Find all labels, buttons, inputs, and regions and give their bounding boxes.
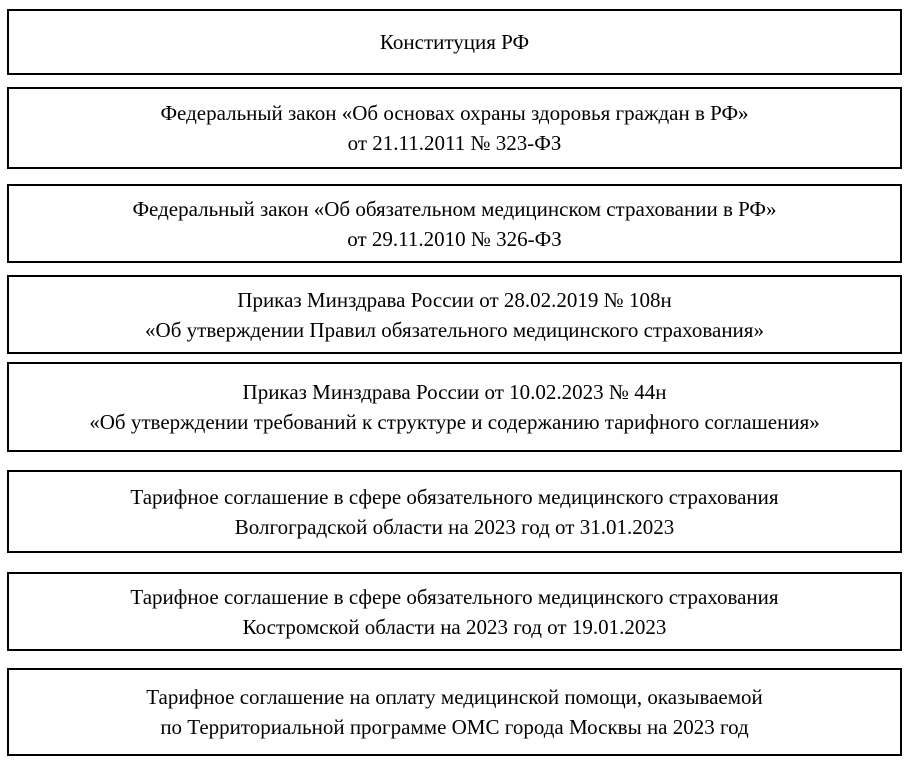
box-text-line: от 29.11.2010 № 326-ФЗ xyxy=(347,226,562,251)
box-federal-law-health-protection xyxy=(7,87,902,169)
box-text-line: Костромской области на 2023 год от 19.01.2023 xyxy=(242,614,667,639)
box-text-line: от 21.11.2011 № 323-ФЗ xyxy=(347,131,562,155)
box-tariff-agreement-kostroma xyxy=(7,572,902,651)
box-federal-law-mandatory-insurance xyxy=(7,184,902,263)
box-text-line: Приказ Минздрава России от 10.02.2023 № 44н xyxy=(242,380,667,404)
box-tariff-agreement-volgograd xyxy=(7,470,902,553)
box-text-line: Тарифное соглашение в сфере обязательного медицинского страхования xyxy=(130,584,779,609)
box-text-line: Конституция РФ xyxy=(379,30,530,54)
box-order-108n xyxy=(7,275,902,354)
box-text-line: Тарифное соглашение на оплату медицинской помощи, оказываемой xyxy=(146,685,763,709)
box-text-line: «Об утверждении Правил обязательного медицинского страхования» xyxy=(145,317,764,342)
box-text-line: по Территориальной программе ОМС города Москвы на 2023 год xyxy=(160,715,749,739)
box-tariff-agreement-moscow xyxy=(7,668,902,756)
box-constitution xyxy=(7,9,902,75)
box-text-line: «Об утверждении требований к структуре и содержанию тарифного соглашения» xyxy=(89,410,820,434)
box-text-line: Федеральный закон «Об обязательном медицинском страховании в РФ» xyxy=(132,196,777,221)
box-text-line: Приказ Минздрава России от 28.02.2019 № 108н xyxy=(237,287,672,312)
box-text-line: Федеральный закон «Об основах охраны здоровья граждан в РФ» xyxy=(160,101,749,125)
box-text-line: Волгоградской области на 2023 год от 31.01.2023 xyxy=(234,514,675,539)
box-text-line: Тарифное соглашение в сфере обязательного медицинского страхования xyxy=(130,484,779,509)
box-order-44n xyxy=(7,362,902,452)
